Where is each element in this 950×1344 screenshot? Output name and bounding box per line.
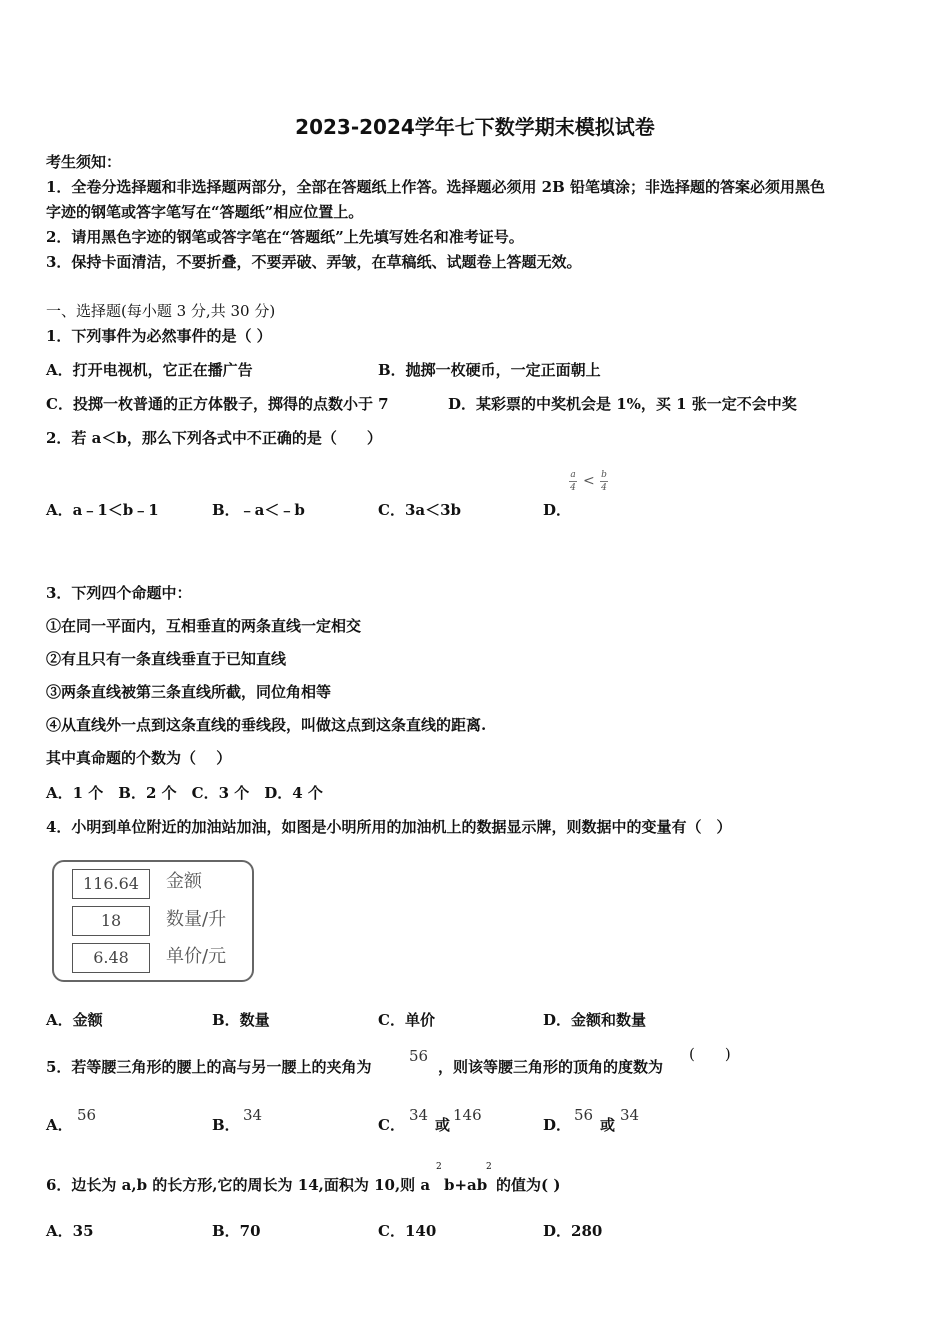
q4-option-d: D．金额和数量 bbox=[543, 1011, 647, 1029]
q6-option-d: D．280 bbox=[543, 1222, 603, 1240]
frac-less-than: < bbox=[583, 473, 595, 489]
q3-statement-2: ②有且只有一条直线垂直于已知直线 bbox=[46, 650, 287, 668]
q6-stem-part3: 的值为( ) bbox=[496, 1176, 561, 1194]
q5-option-c-or: 或 bbox=[435, 1116, 451, 1134]
amount-label: 金额 bbox=[166, 871, 202, 892]
q5-stem: 5．若等腰三角形的腰上的高与另一腰上的夹角为 bbox=[46, 1058, 372, 1076]
quantity-value: 18 bbox=[72, 906, 150, 936]
q6-option-c: C．140 bbox=[378, 1222, 437, 1240]
q2-stem: 2．若 a＜b，那么下列各式中不正确的是（ ） bbox=[46, 429, 382, 447]
q2-option-d-fraction bbox=[568, 470, 612, 502]
q5-stem-end: ，则该等腰三角形的顶角的度数为 bbox=[438, 1058, 664, 1076]
notice-line-1a: 1．全卷分选择题和非选择题两部分，全部在答题纸上作答。选择题必须用 2B 铅笔填涂；非选择题的答案必须用黑色 bbox=[46, 178, 826, 196]
q2-option-c: C．3a＜3b bbox=[378, 501, 462, 519]
frac-num-b: b bbox=[601, 470, 607, 480]
q3-statement-4: ④从直线外一点到这条直线的垂线段，叫做这点到这条直线的距离. bbox=[46, 716, 487, 734]
q5-option-c-value1: 34 bbox=[409, 1106, 429, 1124]
q2-option-d: D． bbox=[543, 501, 572, 519]
amount-value: 116.64 bbox=[72, 869, 150, 899]
notice-heading: 考生须知： bbox=[46, 153, 122, 171]
notice-line-3: 3．保持卡面清洁，不要折叠，不要弄破、弄皱，在草稿纸、试题卷上答题无效。 bbox=[46, 253, 582, 271]
notice-line-2: 2．请用黑色字迹的钢笔或答字笔在“答题纸”上先填写姓名和准考证号。 bbox=[46, 228, 524, 246]
q4-stem: 4．小明到单位附近的加油站加油，如图是小明所用的加油机上的数据显示牌，则数据中的变量有（ ） bbox=[46, 818, 732, 836]
q5-option-d-or: 或 bbox=[600, 1116, 616, 1134]
price-label: 单价/元 bbox=[166, 946, 227, 967]
q2-option-a: A．a﹣1＜b﹣1 bbox=[46, 501, 159, 519]
q6-exponent-1: 2 bbox=[436, 1162, 442, 1172]
frac-den-a: 4 bbox=[570, 483, 576, 493]
q5-option-c-value2: 146 bbox=[453, 1106, 482, 1124]
q5-option-d-value1: 56 bbox=[574, 1106, 594, 1124]
section-heading: 一、选择题(每小题 3 分,共 30 分) bbox=[46, 302, 276, 320]
frac-den-b: 4 bbox=[601, 483, 607, 493]
q4-option-a: A．金额 bbox=[46, 1011, 103, 1029]
q6-option-b: B．70 bbox=[212, 1222, 261, 1240]
q6-option-a: A．35 bbox=[46, 1222, 94, 1240]
q5-answer-paren: ( ) bbox=[689, 1045, 731, 1063]
q4-option-b: B．数量 bbox=[212, 1011, 270, 1029]
q1-option-d: D．某彩票的中奖机会是 1%，买 1 张一定不会中奖 bbox=[448, 395, 797, 413]
q1-option-c: C．投掷一枚普通的正方体骰子，掷得的点数小于 7 bbox=[46, 395, 389, 413]
q5-option-c: C． bbox=[378, 1116, 405, 1134]
q3-statement-3: ③两条直线被第三条直线所截，同位角相等 bbox=[46, 683, 332, 701]
price-value: 6.48 bbox=[72, 943, 150, 973]
q2-option-b: B．﹣a＜﹣b bbox=[212, 501, 305, 519]
notice-line-1b: 字迹的钢笔或答字笔写在“答题纸”相应位置上。 bbox=[46, 203, 364, 221]
q3-ask: 其中真命题的个数为（ ） bbox=[46, 749, 232, 767]
q5-option-d-value2: 34 bbox=[620, 1106, 640, 1124]
q5-option-a-value: 56 bbox=[77, 1106, 97, 1124]
q1-stem: 1．下列事件为必然事件的是（ ） bbox=[46, 327, 272, 345]
quantity-label: 数量/升 bbox=[166, 909, 227, 930]
q5-option-b: B． bbox=[212, 1116, 240, 1134]
fuel-pump-display bbox=[52, 860, 254, 982]
frac-bar-a bbox=[569, 481, 577, 482]
q5-angle: 56 bbox=[409, 1047, 429, 1065]
frac-num-a: a bbox=[570, 470, 576, 480]
q4-option-c: C．单价 bbox=[378, 1011, 435, 1029]
q6-exponent-2: 2 bbox=[486, 1162, 492, 1172]
frac-bar-b bbox=[600, 481, 608, 482]
q5-option-a: A． bbox=[46, 1116, 73, 1134]
q5-option-d: D． bbox=[543, 1116, 572, 1134]
q6-stem-part1: 6．边长为 a,b 的长方形,它的周长为 14,面积为 10,则 a bbox=[46, 1176, 431, 1194]
q3-stem: 3．下列四个命题中： bbox=[46, 584, 192, 602]
q3-options: A．1 个 B．2 个 C．3 个 D．4 个 bbox=[46, 784, 323, 802]
q5-option-b-value: 34 bbox=[243, 1106, 263, 1124]
q1-option-b: B．抛掷一枚硬币，一定正面朝上 bbox=[378, 361, 601, 379]
q1-option-a: A．打开电视机，它正在播广告 bbox=[46, 361, 253, 379]
q3-statement-1: ①在同一平面内，互相垂直的两条直线一定相交 bbox=[46, 617, 362, 635]
q6-stem-part2: b+ab bbox=[444, 1176, 488, 1194]
page-title: 2023-2024学年七下数学期末模拟试卷 bbox=[295, 115, 655, 139]
